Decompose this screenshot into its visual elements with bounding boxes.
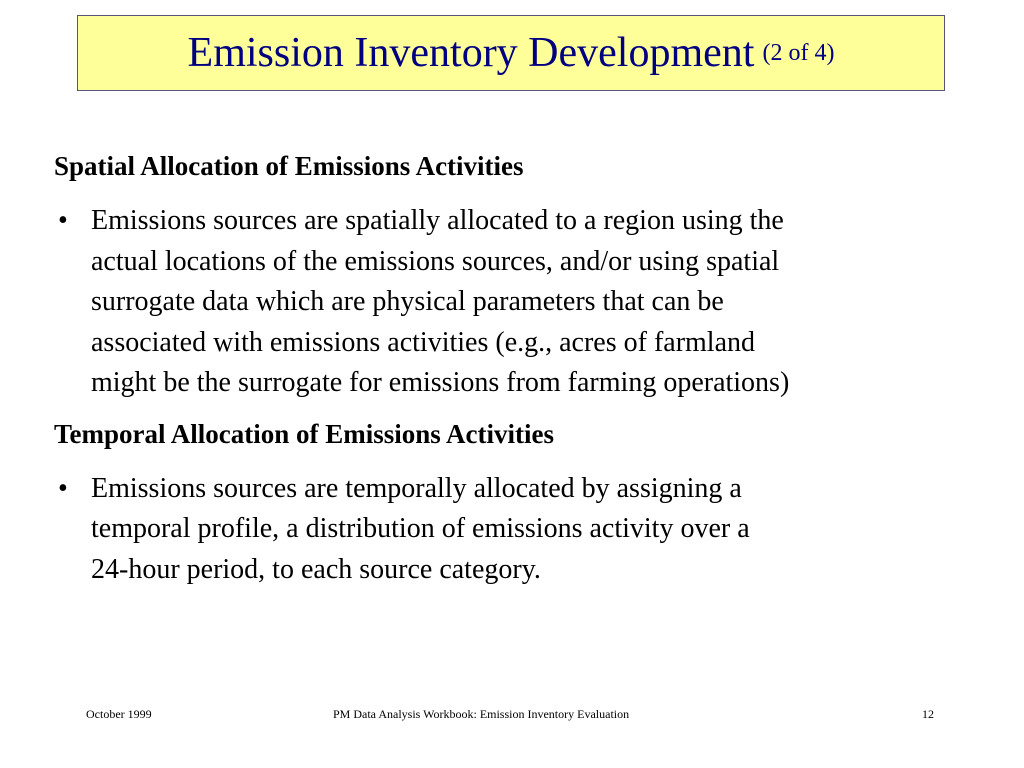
- slide-title: Emission Inventory Development: [187, 30, 755, 76]
- bullet-line: 24-hour period, to each source category.: [91, 553, 541, 585]
- spatial-allocation-bullet: [54, 201, 974, 404]
- bullet-line: surrogate data which are physical parameters that can be: [91, 286, 724, 317]
- bullet-line: Emissions sources are spatially allocated to a region using the: [91, 205, 784, 236]
- title-box: [77, 15, 945, 91]
- bullet-line: actual locations of the emissions sources, and/or using spatial: [91, 245, 780, 277]
- footer-date: October 1999: [86, 707, 152, 721]
- spatial-allocation-heading: Spatial Allocation of Emissions Activities: [54, 151, 524, 181]
- bullet-point-icon: •: [58, 472, 68, 504]
- temporal-allocation-bullet: [54, 469, 974, 591]
- spatial-allocation-text: [91, 201, 974, 404]
- footer-workbook-title: PM Data Analysis Workbook: Emission Inventory Evaluation: [333, 707, 630, 721]
- bullet-line: might be the surrogate for emissions from farming operations): [91, 367, 790, 398]
- bullet-line: temporal profile, a distribution of emissions activity over a: [91, 513, 750, 544]
- bullet-line: associated with emissions activities (e.g., acres of farmland: [91, 326, 756, 358]
- temporal-allocation-heading: Temporal Allocation of Emissions Activities: [54, 418, 555, 449]
- bullet-point-icon: •: [58, 205, 68, 236]
- bullet-line: Emissions sources are temporally allocated by assigning a: [91, 472, 742, 504]
- temporal-allocation-text: [91, 469, 974, 591]
- slide-content: [54, 148, 974, 590]
- slide-title-suffix: (2 of 4): [762, 39, 835, 66]
- footer-page-number: 12: [922, 707, 934, 721]
